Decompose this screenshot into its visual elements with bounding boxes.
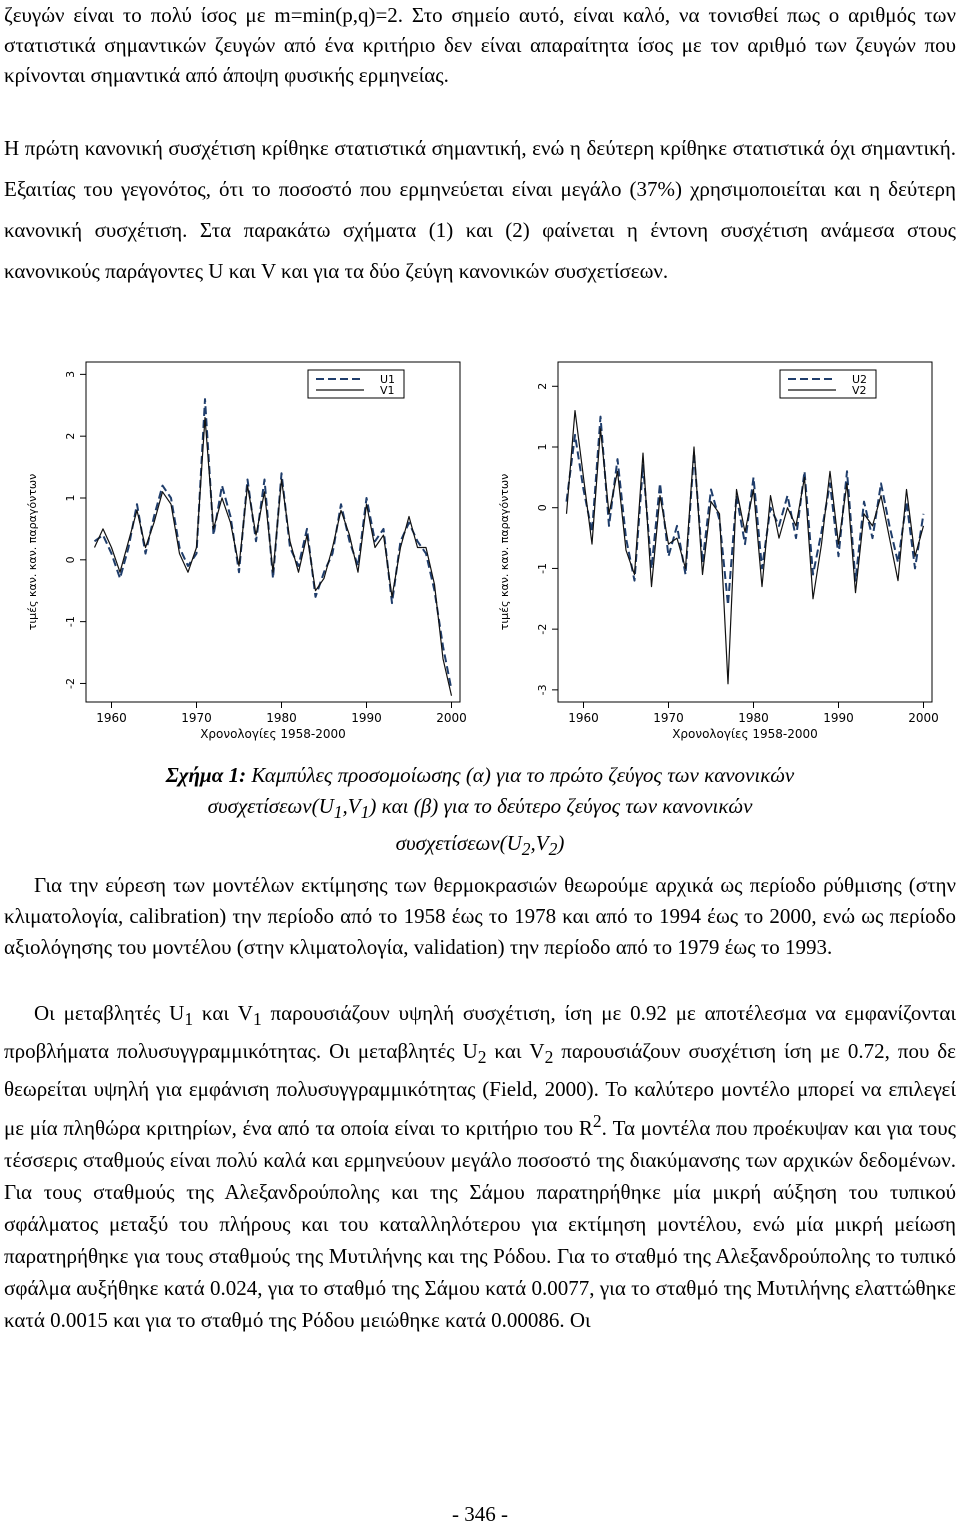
y-tick-label: 2 (536, 382, 549, 390)
p4-text: και V (486, 1039, 545, 1064)
chart-u2-v2-svg (480, 340, 952, 742)
y-tick-label: 2 (64, 432, 77, 440)
y-tick-label: 0 (536, 504, 549, 512)
figure-1 (8, 340, 952, 742)
x-tick-label: 1960 (568, 711, 599, 725)
p4-sub: 1 (252, 1009, 262, 1030)
caption-label: Σχήμα 1: (165, 763, 247, 787)
caption-text-2: συσχετίσεων(U (207, 794, 334, 818)
p4-sub: 1 (184, 1009, 194, 1030)
p4-text: Οι μεταβλητές U (34, 1001, 185, 1025)
y-tick-label: 1 (64, 494, 77, 502)
p4-sub: 2 (544, 1047, 554, 1068)
y-tick-label: -3 (536, 684, 549, 696)
p4-sup: 2 (592, 1111, 602, 1132)
x-tick-label: 1980 (738, 711, 769, 725)
y-tick-label: 1 (536, 443, 549, 451)
y-tick-label: 0 (64, 556, 77, 564)
series-line-v2 (567, 411, 924, 684)
caption-text-2c: ) και (β) για το δεύτερο ζεύγος των κανονικών (369, 794, 753, 818)
caption-line-2 (40, 791, 920, 828)
y-tick-label: 3 (64, 370, 77, 378)
chart-u2-v2 (480, 340, 952, 742)
caption-text-1: Καμπύλες προσομοίωσης (α) για το πρώτο ζεύγος των κανονικών (246, 763, 795, 787)
x-tick-label: 1990 (351, 711, 382, 725)
y-tick-label: -2 (64, 677, 77, 689)
x-tick-label: 2000 (908, 711, 939, 725)
series-line-u2 (567, 417, 924, 605)
caption-sub: 1 (333, 802, 343, 823)
caption-text-3b: ,V (530, 831, 549, 856)
caption-sub: 2 (548, 839, 558, 860)
x-tick-label: 1970 (181, 711, 212, 725)
figure-caption (40, 760, 920, 865)
legend-label-u1: U1 (380, 373, 396, 386)
caption-sub: 2 (521, 839, 531, 860)
paragraph-results (4, 997, 956, 1336)
legend-label-v2: V2 (852, 384, 867, 397)
caption-line-1 (40, 760, 920, 791)
y-tick-label: -1 (536, 562, 549, 574)
caption-text-2b: ,V (342, 794, 361, 818)
y-tick-label: -2 (536, 623, 549, 635)
legend-label-u2: U2 (852, 373, 868, 386)
y-tick-label: -1 (64, 616, 77, 628)
paragraph-intro: ζευγών είναι το πολύ ίσος με m=min(p,q)=2. Στο σημείο αυτό, είναι καλό, να τονισθεί πως ο αριθμός των στατιστικά σημαντικών ζευγών από ένα κριτήριο δεν είναι απαραίτητα ίσος με τον αριθμό των ζευγών που κρίνονται σημαντικά από άποψη φυσικής ερμηνείας. (4, 3, 956, 87)
chart-u1-v1 (8, 340, 480, 742)
x-tick-label: 1960 (96, 711, 127, 725)
chart-u1-v1-svg (8, 340, 480, 742)
y-axis-label: τιμές καν. καν. παραγόντων (26, 473, 39, 631)
caption-text-3: συσχετίσεων(U (395, 831, 522, 856)
paragraph-canonical-correlation: Η πρώτη κανονική συσχέτιση κρίθηκε στατιστικά σημαντική, ενώ η δεύτερη κρίθηκε στατιστικά όχι σημαντική. Εξαιτίας του γεγονότος, ότι το ποσοστό που ερμηνεύεται είναι μεγάλο (37%) χρησιμοποιείται και η δεύτερη κανονική συσχέτιση. Στα παρακάτω σχήματα (1) και (2) φαίνεται η έντονη συσχέτιση ανάμεσα στους κανονικούς παράγοντες U και V και για τα δύο ζεύγη κανονικών συσχετίσεων. (4, 136, 956, 283)
p4-text: και V (193, 1001, 253, 1025)
caption-line-3 (40, 828, 920, 865)
caption-text-3c: ) (557, 831, 565, 856)
paragraph-calibration: Για την εύρεση των μοντέλων εκτίμησης των θερμοκρασιών θεωρούμε αρχικά ως περίοδο ρύθμισης (στην κλιματολογία, calibration) την περίοδο από το 1958 έως το 1978 και από το 1994 έως το 2000, ενώ ως περίοδο αξιολόγησης του μοντέλου (στην κλιματολογία, validation) την περίοδο από το 1979 έως το 1993. (4, 873, 956, 960)
legend-label-v1: V1 (380, 384, 395, 397)
x-axis-label: Χρονολογίες 1958-2000 (200, 727, 346, 741)
page-number: - 346 - (452, 1502, 508, 1526)
x-tick-label: 1980 (266, 711, 297, 725)
p4-sub: 2 (477, 1047, 487, 1068)
x-tick-label: 1990 (823, 711, 854, 725)
x-tick-label: 1970 (653, 711, 684, 725)
p4-text: παρουσιάζουν υψηλή συσχέτιση, ίση με 0.92 με αποτέλεσμα να εμφανίζονται προβλήματα πολυσυγγραμμικότητας. Οι μεταβλητές U (4, 1001, 957, 1064)
p4-text: . Τα μοντέλα που προέκυψαν και για τους τέσσερις σταθμούς είναι πολύ καλά και ερμηνεύουν μεγάλο ποσοστό της διακύμανσης των αρχικών δεδομένων. Για τους σταθμούς της Αλεξανδρούπολης και της Σάμου παρατηρήθηκε μία μικρή αύξηση του τυπικού σφάλματος μεταξύ του πλήρους και του καταλληλότερου για εκτίμηση μοντέλου, ενώ μία μικρή μείωση παρατηρήθηκε για τους σταθμούς της Μυτιλήνης και της Ρόδου. Για το σταθμό της Αλεξανδρούπολης το τυπικό σφάλμα αυξήθηκε κατά 0.024, για το σταθμό της Σάμου κατά 0.0077, για το σταθμό της Μυτιλήνης ελαττώθηκε κατά 0.0015 και για το σταθμό της Ρόδου μειώθηκε κατά 0.00086. Οι (4, 1116, 956, 1333)
x-axis-label: Χρονολογίες 1958-2000 (672, 727, 818, 741)
p4-text: παρουσιάζουν συσχέτιση ίση με 0.72, που δε θεωρείται υψηλή για εμφάνιση πολυσυγγραμμικότητας (Field, 2000). Το καλύτερο μοντέλο μπορεί να επιλεγεί με μία πληθώρα κριτηρίων, ένα από τα οποία είναι το κριτήριο του R (4, 1039, 957, 1141)
y-axis-label: τιμές καν. καν. παραγόντων (498, 473, 511, 631)
caption-sub: 1 (360, 802, 370, 823)
series-line-u1 (95, 399, 452, 689)
x-tick-label: 2000 (436, 711, 467, 725)
